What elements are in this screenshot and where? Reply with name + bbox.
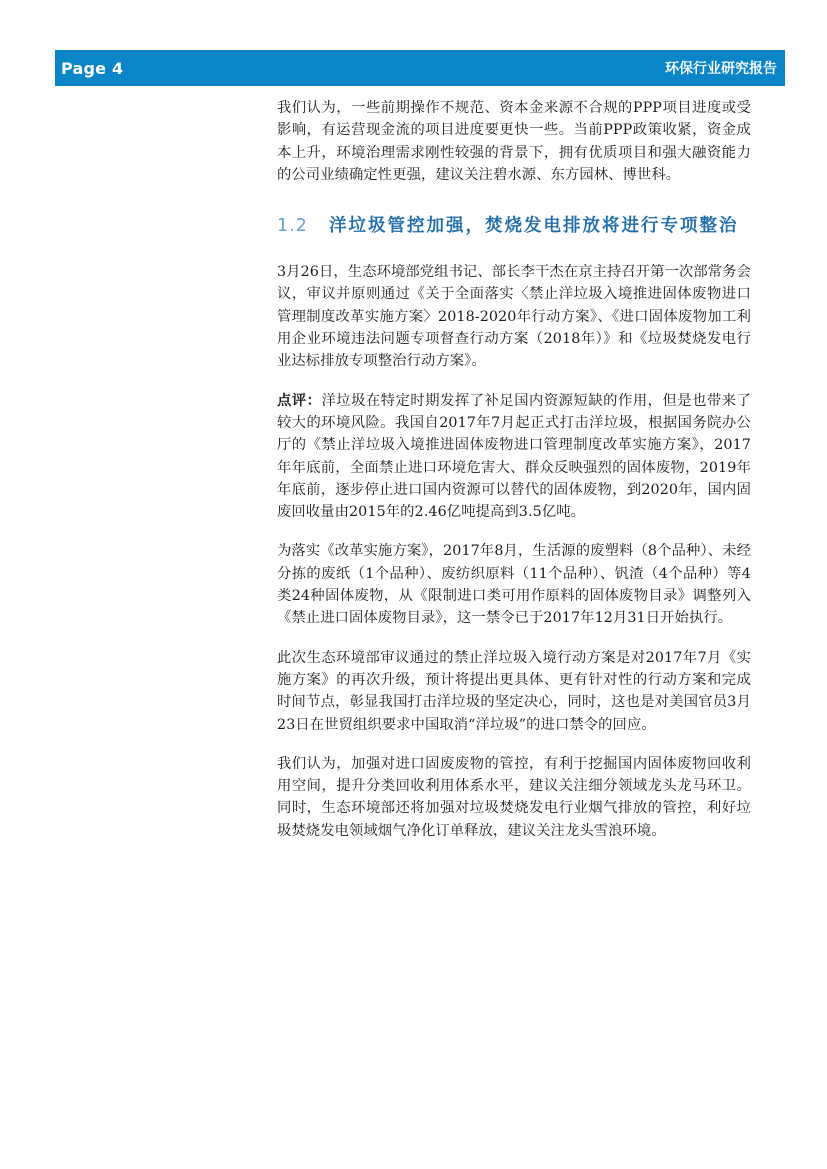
section-title: 洋垃圾管控加强，焚烧发电排放将进行专项整治 bbox=[329, 216, 739, 237]
main-content bbox=[277, 97, 751, 859]
commentary-text: 洋垃圾在特定时期发挥了补足国内资源短缺的作用，但是也带来了较大的环境风险。我国自2017年7月起正式打击洋垃圾，根据国务院办公厅的《禁止洋垃圾入境推进固体废物进口管理制度改革实施方案》，2017年年底前，全面禁止进口环境危害大、群众反映强烈的固体废物，2019年年底前，逐步停止进口国内资源可以替代的固体废物，到2020年，国内固废回收量由2015年的2.46亿吨提高到3.5亿吨。 bbox=[277, 392, 751, 521]
report-title: 环保行业研究报告 bbox=[665, 61, 777, 77]
intro-paragraph: 我们认为，一些前期操作不规范、资本金来源不合规的PPP项目进度或受影响，有运营现金流的项目进度要更快一些。当前PPP政策收紧，资金成本上升，环境治理需求刚性较强的背景下，拥有优质项目和强大融资能力的公司业绩确定性更强，建议关注碧水源、东方园林、博世科。 bbox=[277, 100, 751, 183]
section-number: 1.2 bbox=[277, 216, 308, 237]
paragraph-implementation: 为落实《改革实施方案》，2017年8月，生活源的废塑料（8个品种）、未经分拣的废纸（1个品种）、废纺织原料（11个品种）、钒渣（4个品种）等4类24种固体废物，从《限制进口类可用作原料的固体废物目录》调整列入《禁止进口固体废物目录》，这一禁令已于2017年12月31日开始执行。 bbox=[277, 543, 751, 627]
section-heading bbox=[277, 211, 751, 241]
paragraph-upgrade: 此次生态环境部审议通过的禁止洋垃圾入境行动方案是对2017年7月《实施方案》的再次升级，预计将提出更具体、更有针对性的行动方案和完成时间节点，彰显我国打击洋垃圾的坚定决心，同时，这也是对美国官员3月23日在世贸组织要求中国取消“洋垃圾”的进口禁令的回应。 bbox=[277, 649, 751, 733]
page-number-label: Page 4 bbox=[61, 58, 124, 78]
page-header-bar bbox=[55, 50, 785, 86]
commentary-lead-label: 点评： bbox=[277, 392, 322, 409]
paragraph-meeting: 3月26日，生态环境部党组书记、部长李干杰在京主持召开第一次部常务会议，审议并原则通过《关于全面落实〈禁止洋垃圾入境推进固体废物进口管理制度改革实施方案〉2018-2020年行动方案》、《进口固体废物加工利用企业环境违法问题专项督查行动方案（2018年）》和《垃圾焚烧发电行业达标排放专项整治行动方案》。 bbox=[277, 264, 751, 370]
paragraph-commentary bbox=[277, 390, 751, 524]
paragraph-recommendation: 我们认为，加强对进口固废废物的管控，有利于挖掘国内固体废物回收利用空间，提升分类回收利用体系水平，建议关注细分领域龙头龙马环卫。同时，生态环境部还将加强对垃圾焚烧发电行业烟气排放的管控，利好垃圾焚烧发电领域烟气净化订单释放，建议关注龙头雪浪环境。 bbox=[277, 755, 751, 839]
